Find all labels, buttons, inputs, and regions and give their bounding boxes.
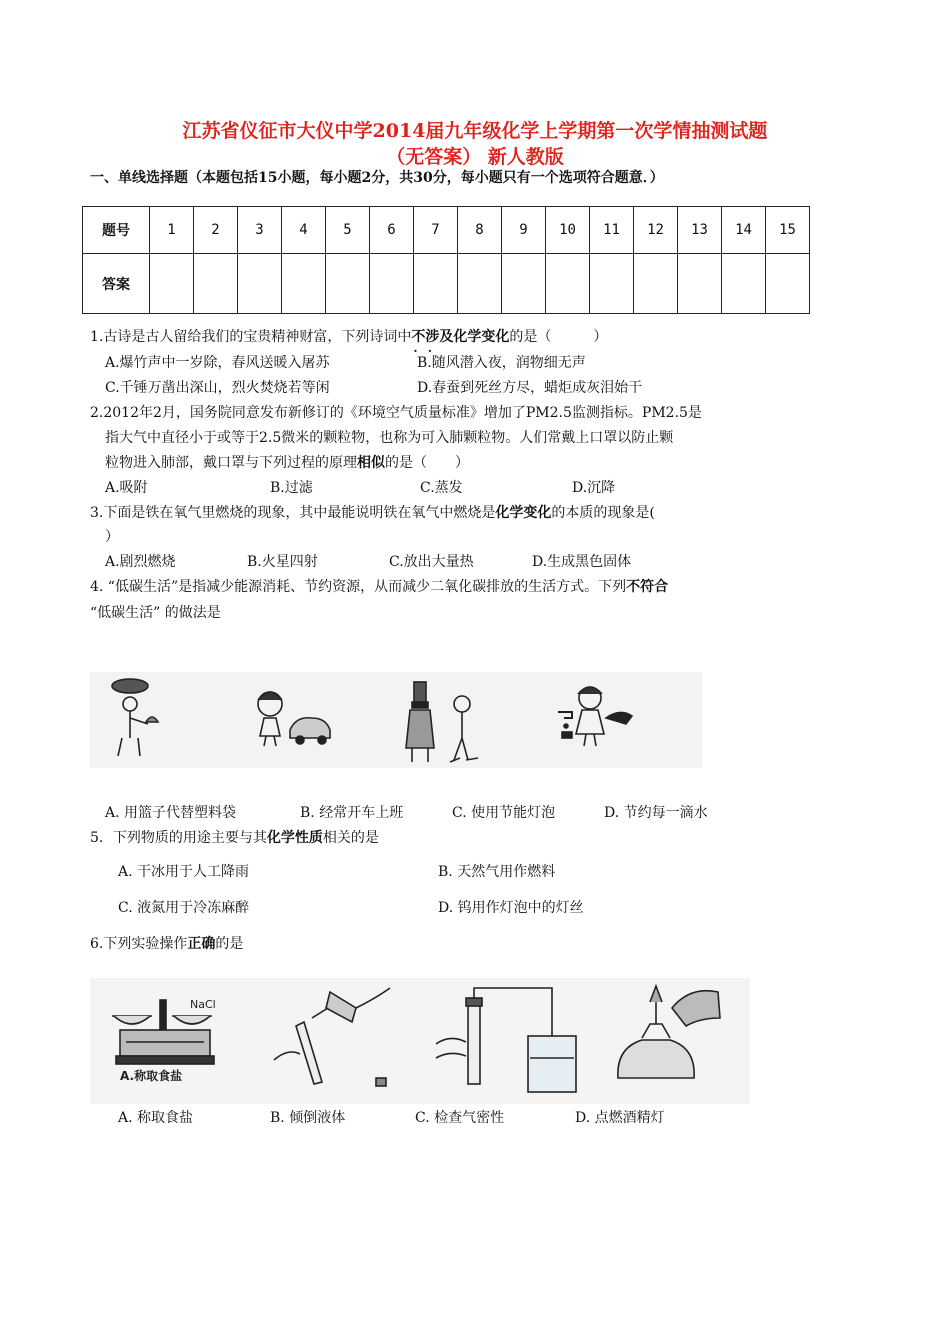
question-number-cell: 2: [194, 207, 238, 254]
question-number-cell: 8: [458, 207, 502, 254]
emphasis-text: 不涉及化学变化 · ·: [411, 329, 509, 345]
emphasis-text: 正确: [187, 936, 216, 952]
question-2-options: [105, 478, 615, 498]
question-6-stem: 6.下列实验操作正确的是: [90, 936, 244, 952]
question-number-cell: 5: [326, 207, 370, 254]
question-5-options-row1: [118, 862, 555, 882]
emphasis-text: 相似: [357, 455, 385, 471]
answer-cell[interactable]: [678, 254, 722, 314]
answer-cell[interactable]: [634, 254, 678, 314]
option-c: C. 检查气密性: [415, 1110, 505, 1126]
option-d: D.生成黑色固体: [532, 554, 632, 570]
table-header-answer: 答案: [83, 254, 150, 314]
question-5-stem: 5．下列物质的用途主要与其化学性质相关的是: [90, 830, 379, 846]
question-number-cell: 9: [502, 207, 546, 254]
answer-cell[interactable]: [590, 254, 634, 314]
question-6-options: [118, 1108, 665, 1128]
emphasis-text: 化学性质: [266, 830, 323, 846]
table-row: [83, 207, 810, 254]
page-subtitle: （无答案） 新人教版: [386, 146, 564, 168]
question-number-cell: 11: [590, 207, 634, 254]
option-b: B.随风潜入夜，润物细无声: [417, 355, 586, 371]
question-5-options-row2: [118, 898, 584, 918]
answer-cell[interactable]: [238, 254, 282, 314]
option-a: A.吸附: [105, 480, 148, 496]
option-b: B.过滤: [270, 480, 313, 496]
option-a: A.爆竹声中一岁除，春风送暖入屠苏: [105, 355, 330, 371]
question-number-cell: 6: [370, 207, 414, 254]
option-a: A. 干冰用于人工降雨: [118, 864, 250, 880]
option-a: A. 称取食盐: [118, 1110, 194, 1126]
question-2-line3: 粒物进入肺部，戴口罩与下列过程的原理相似的是（ ）: [105, 455, 469, 471]
question-1-options-row1: [105, 353, 586, 373]
question-number-cell: 3: [238, 207, 282, 254]
answer-cell[interactable]: [370, 254, 414, 314]
question-4-line1: 4. “低碳生活”是指减少能源消耗、节约资源，从而减少二氧化碳排放的生活方式。下列不符合: [90, 579, 669, 595]
answer-cell[interactable]: [414, 254, 458, 314]
option-d: D.沉降: [572, 480, 616, 496]
question-number-cell: 14: [722, 207, 766, 254]
answer-table: [82, 206, 810, 314]
option-d: D.春蚕到死丝方尽，蜡炬成灰泪始干: [417, 380, 643, 396]
question-2-line1: 2.2012年2月，国务院同意发布新修订的《环境空气质量标准》增加了PM2.5监测指标。PM2.5是: [90, 405, 702, 421]
answer-cell[interactable]: [766, 254, 810, 314]
answer-cell[interactable]: [546, 254, 590, 314]
table-row: [83, 254, 810, 314]
emphasis-text: 不符合: [626, 579, 669, 595]
option-b: B. 天然气用作燃料: [438, 864, 556, 880]
option-c: C.千锤万凿出深山，烈火焚烧若等闲: [105, 380, 330, 396]
option-b: B. 倾倒液体: [270, 1110, 346, 1126]
question-3-line2: ）: [105, 529, 119, 545]
emphasis-text: 化学变化: [495, 505, 552, 521]
question-number-cell: 4: [282, 207, 326, 254]
option-d: D. 点燃酒精灯: [575, 1110, 665, 1126]
answer-cell[interactable]: [458, 254, 502, 314]
question-1-options-row2: [105, 378, 642, 398]
question-number-cell: 12: [634, 207, 678, 254]
option-a: A. 用篮子代替塑料袋: [105, 805, 237, 821]
question-number-cell: 7: [414, 207, 458, 254]
question-2-line2: 指大气中直径小于或等于2.5微米的颗粒物，也称为可入肺颗粒物。人们常戴上口罩以防止颗: [105, 430, 674, 446]
answer-cell[interactable]: [282, 254, 326, 314]
answer-cell[interactable]: [722, 254, 766, 314]
question-4-options: [105, 803, 708, 823]
question-number-cell: 1: [150, 207, 194, 254]
section-heading: 一、单线选择题（本题包括15小题，每小题2分，共30分，每小题只有一个选项符合题意．）: [90, 170, 664, 186]
page-title: 江苏省仪征市大仪中学2014届九年级化学上学期第一次学情抽测试题: [182, 120, 768, 142]
question-3-options: [105, 552, 631, 572]
low-carbon-illustrations: [90, 672, 702, 768]
option-c: C. 液氮用于冷冻麻醉: [118, 900, 250, 916]
option-c: C. 使用节能灯泡: [452, 805, 556, 821]
answer-cell[interactable]: [326, 254, 370, 314]
answer-cell[interactable]: [150, 254, 194, 314]
question-3-line1: 3.下面是铁在氧气里燃烧的现象，其中最能说明铁在氧气中燃烧是化学变化的本质的现象是(: [90, 505, 655, 521]
option-b: B. 经常开车上班: [300, 805, 404, 821]
lab-operation-figures: [90, 978, 750, 1104]
figure-a-caption: A.称取食盐: [120, 1069, 183, 1083]
question-number-cell: 15: [766, 207, 810, 254]
option-d: D. 钨用作灯泡中的灯丝: [438, 900, 584, 916]
table-header-number: 题号: [83, 207, 150, 254]
option-b: B.火星四射: [247, 554, 318, 570]
option-c: C.蒸发: [420, 480, 463, 496]
answer-cell[interactable]: [194, 254, 238, 314]
question-4-line2: “低碳生活” 的做法是: [90, 605, 221, 621]
question-number-cell: 13: [678, 207, 722, 254]
question-1-stem: 1.古诗是古人留给我们的宝贵精神财富，下列诗词中不涉及化学变化 · ·的是（ ）: [90, 327, 607, 347]
option-c: C.放出大量热: [389, 554, 474, 570]
option-d: D. 节约每一滴水: [604, 805, 708, 821]
option-a: A.剧烈燃烧: [105, 554, 176, 570]
answer-cell[interactable]: [502, 254, 546, 314]
nacl-label: NaCl: [190, 998, 216, 1011]
question-number-cell: 10: [546, 207, 590, 254]
